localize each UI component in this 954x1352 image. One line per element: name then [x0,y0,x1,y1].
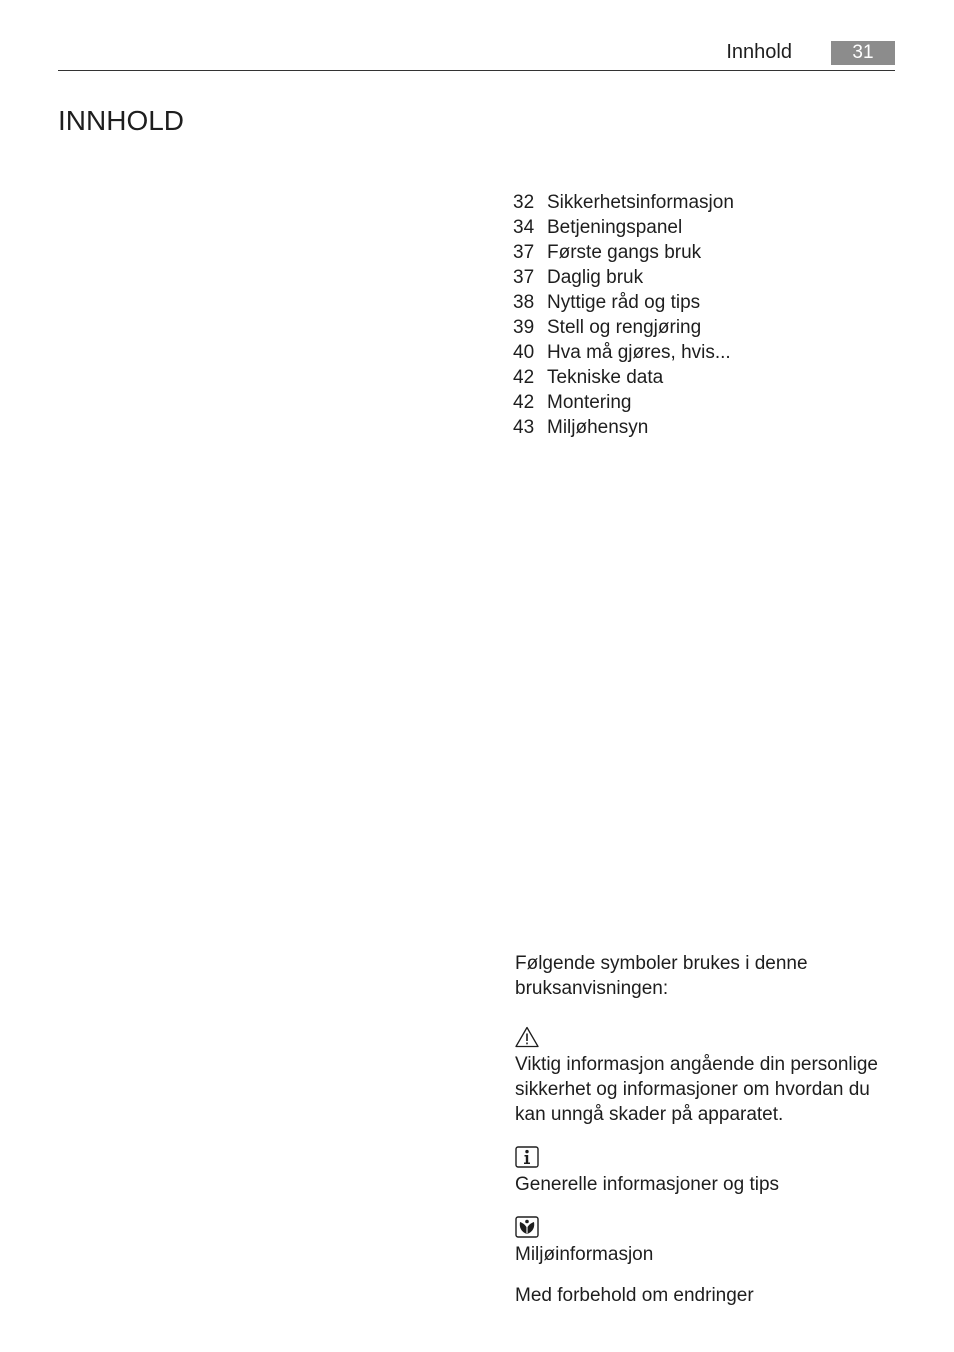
toc-page-number: 42 [513,367,535,388]
header-divider [58,70,895,71]
toc-page-number: 34 [513,217,535,238]
info-description: Generelle informasjoner og tips [515,1174,780,1195]
toc-item[interactable] [513,265,734,290]
toc-page-number: 38 [513,292,535,313]
toc-item[interactable] [513,390,734,415]
table-of-contents [513,190,734,440]
toc-item[interactable] [513,365,734,390]
toc-title: Nyttige råd og tips [547,292,701,313]
warning-triangle-icon [515,1026,539,1048]
reservation-note: Med forbehold om endringer [515,1285,754,1306]
toc-title: Betjeningspanel [547,217,683,238]
toc-page-number: 42 [513,392,535,413]
toc-title: Første gangs bruk [547,242,702,263]
toc-page-number: 32 [513,192,535,213]
page-title: INNHOLD [58,105,185,136]
toc-page-number: 39 [513,317,535,338]
environment-leaf-icon [515,1216,539,1238]
toc-page-number: 37 [513,242,535,263]
toc-title: Sikkerhetsinformasjon [547,192,734,213]
symbols-intro: Følgende symboler brukes i denne bruksanvisningen: [515,953,808,999]
toc-item[interactable] [513,240,734,265]
toc-title: Stell og rengjøring [547,317,702,338]
toc-item[interactable] [513,415,734,440]
toc-title: Miljøhensyn [547,417,649,438]
toc-title: Daglig bruk [547,267,644,288]
toc-title: Montering [547,392,632,413]
info-icon [515,1146,539,1168]
toc-item[interactable] [513,290,734,315]
toc-item[interactable] [513,190,734,215]
toc-item[interactable] [513,315,734,340]
toc-title: Hva må gjøres, hvis... [547,342,731,363]
toc-page-number: 43 [513,417,535,438]
toc-item[interactable] [513,340,734,365]
running-header-section: Innhold [726,41,792,63]
warning-description: Viktig informasjon angående din personlige sikkerhet og informasjoner om hvordan du kan unngå skader på apparatet. [515,1054,879,1125]
toc-page-number: 37 [513,267,535,288]
toc-item[interactable] [513,215,734,240]
toc-title: Tekniske data [547,367,664,388]
environment-description: Miljøinformasjon [515,1244,654,1265]
page-number: 31 [831,41,895,65]
toc-page-number: 40 [513,342,535,363]
